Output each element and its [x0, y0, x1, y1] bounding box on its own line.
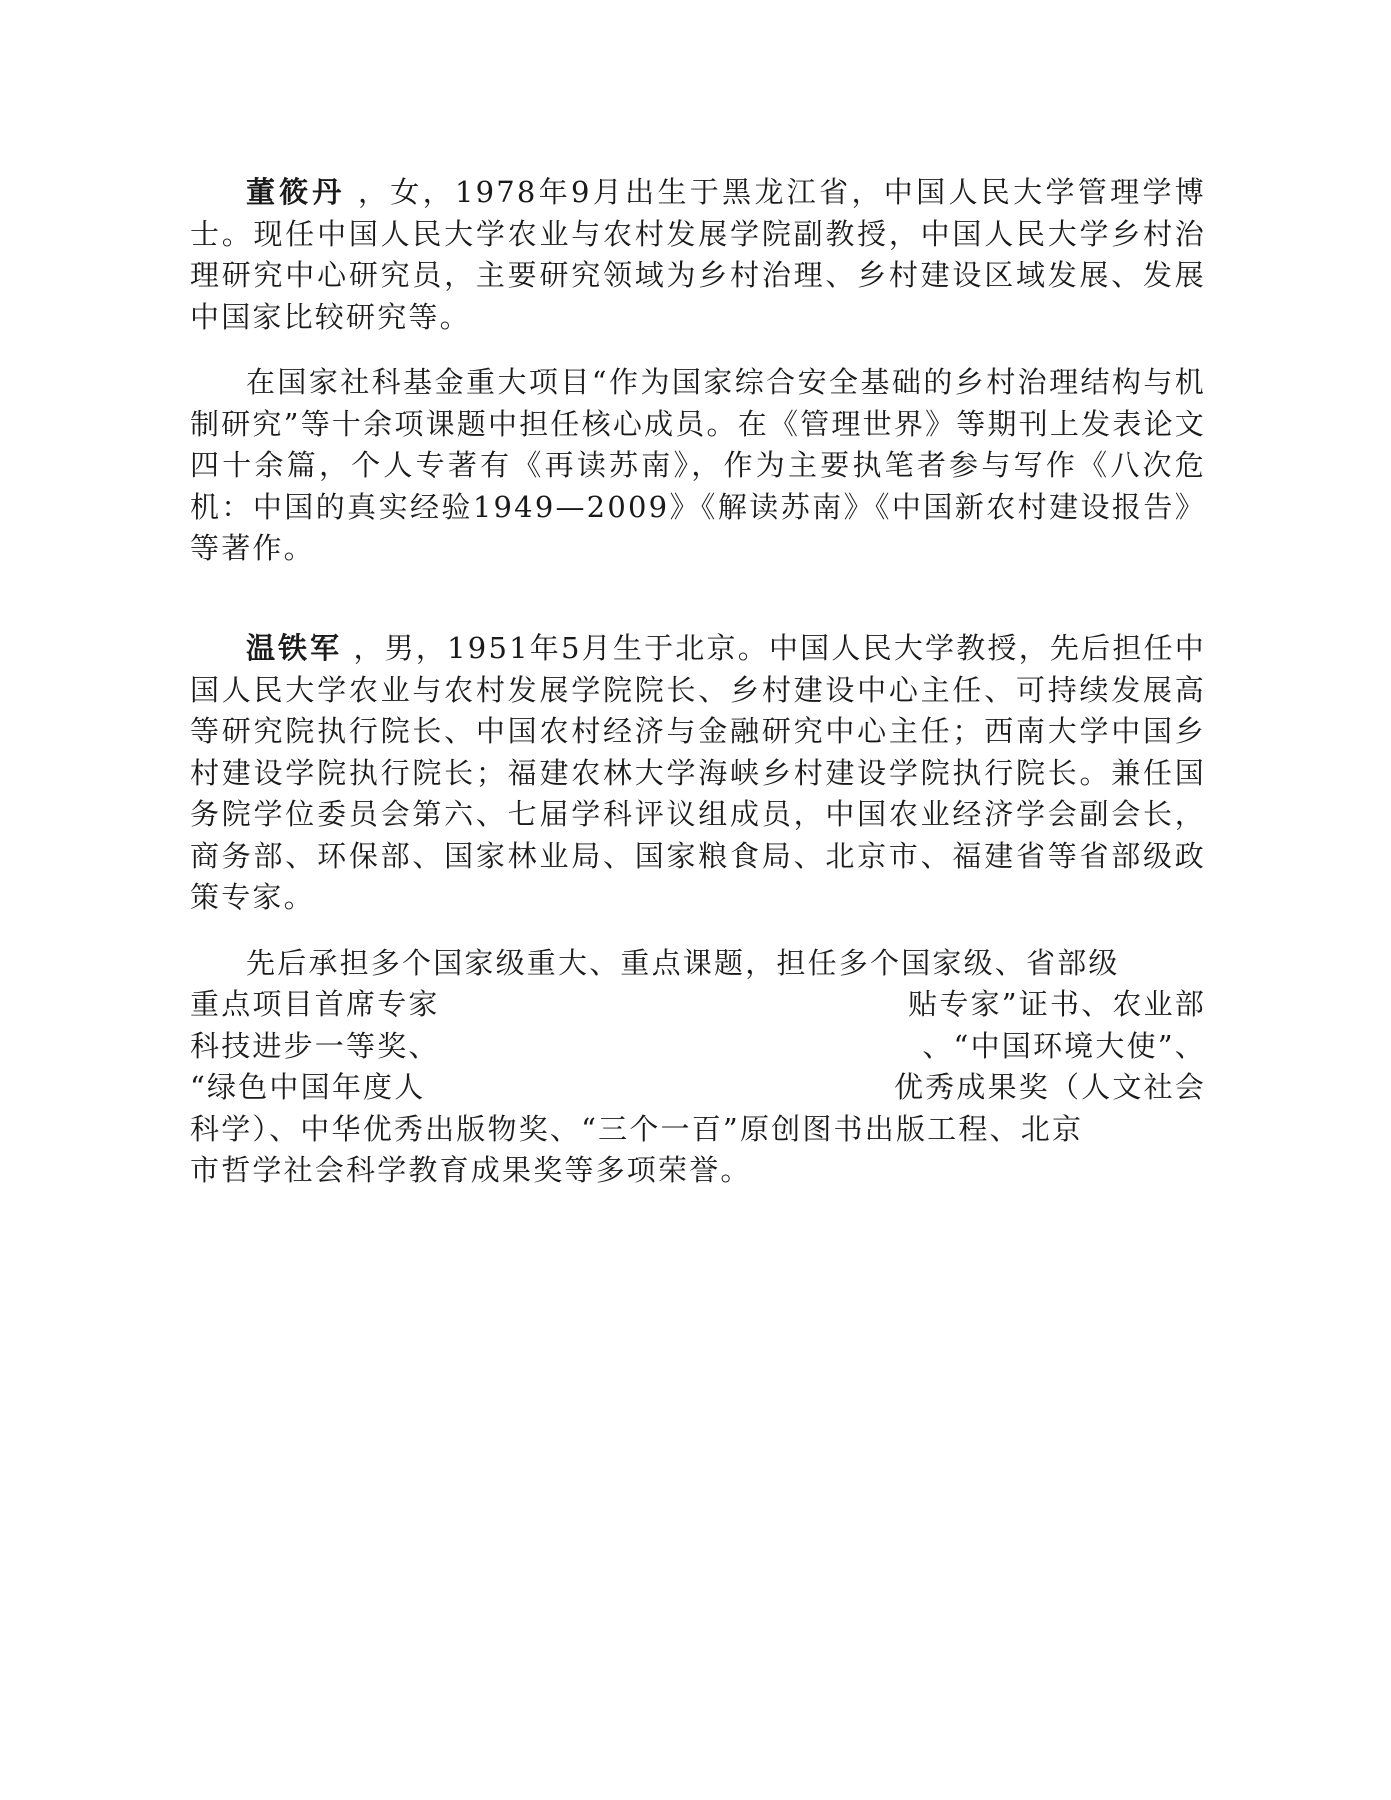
line-text-right: 优秀成果奖（人文社会	[893, 1070, 1206, 1104]
line-text: 科学）、中华优秀出版物奖、“三个一百”原创图书出版工程、北京	[190, 1111, 1084, 1146]
paragraph-line	[190, 1026, 1206, 1068]
bio-intro-text: ，女，1978年9月出生于黑龙江省，中国人民大学管理学博士。现任中国人民大学农业与农村发展学院副教授，中国人民大学乡村治理研究中心研究员，主要研究领域为乡村治理、乡村建设区域发展、发展中国家比较研究等。	[190, 175, 1206, 334]
paragraph-line	[190, 1067, 1206, 1109]
bio-intro-paragraph	[190, 628, 1206, 919]
bio-intro-paragraph	[190, 172, 1206, 338]
author-name: 董筱丹	[246, 175, 346, 209]
line-text-left: “绿色中国年度人	[190, 1070, 426, 1104]
line-text: 先后承担多个国家级重大、重点课题，担任多个国家级、省部级	[246, 945, 1120, 980]
author-name: 温铁军	[246, 631, 343, 665]
bio-intro-text: ，男，1951年5月生于北京。中国人民大学教授，先后担任中国人民大学农业与农村发展学院院长、乡村建设中心主任、可持续发展高等研究院执行院长、中国农村经济与金融研究中心主任；西南大学中国乡村建设学院执行院长；福建农林大学海峡乡村建设学院执行院长。兼任国务院学位委员会第六、七届学科评议组成员，中国农业经济学会副会长，商务部、环保部、国家林业局、国家粮食局、北京市、福建省等省部级政策专家。	[190, 631, 1206, 914]
line-text-right: 贴专家”证书、农业部	[908, 987, 1206, 1021]
paragraph-line	[190, 1109, 1206, 1151]
line-text-left: 科技进步一等奖、	[190, 1028, 440, 1063]
author-bio-wen-tiejun	[190, 628, 1206, 1192]
paragraph-line	[190, 1150, 1206, 1192]
paragraph-line	[190, 984, 1206, 1026]
line-text-left: 重点项目首席专家	[190, 987, 440, 1021]
line-text: 市哲学社会科学教育成果奖等多项荣誉。	[190, 1153, 752, 1187]
bio-work-paragraph: 在国家社科基金重大项目“作为国家综合安全基础的乡村治理结构与机制研究”等十余项课题中担任核心成员。在《管理世界》等期刊上发表论文四十余篇，个人专著有《再读苏南》，作为主要执笔者参与写作《八次危机：中国的真实经验1949—2009》《解读苏南》《中国新农村建设报告》等著作。	[190, 365, 1206, 565]
paragraph-line	[190, 943, 1206, 985]
author-bio-dong-xiaodan	[190, 172, 1206, 594]
bio-work-paragraph	[190, 943, 1206, 1192]
line-text-right: 、“中国环境大使”、	[922, 1028, 1206, 1063]
